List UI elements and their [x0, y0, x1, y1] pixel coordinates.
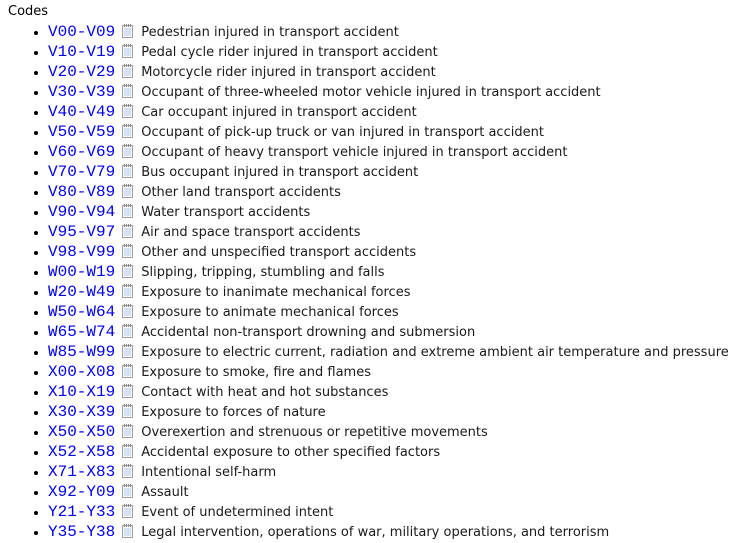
- code-range-link[interactable]: X00-X08: [48, 363, 116, 381]
- notepad-icon[interactable]: [122, 504, 133, 518]
- code-description: Legal intervention, operations of war, military operations, and terrorism: [141, 525, 610, 540]
- code-list-item: [48, 322, 749, 342]
- notepad-icon[interactable]: [122, 364, 133, 378]
- code-list-item: [48, 202, 749, 222]
- code-range-link[interactable]: W65-W74: [48, 323, 116, 341]
- code-range-link[interactable]: Y21-Y33: [48, 503, 116, 521]
- code-list-item: [48, 102, 749, 122]
- code-range-link[interactable]: V00-V09: [48, 23, 116, 41]
- code-range-link[interactable]: V60-V69: [48, 143, 116, 161]
- notepad-icon[interactable]: [122, 464, 133, 478]
- code-list-item: [48, 82, 749, 102]
- code-range-link[interactable]: X92-Y09: [48, 483, 116, 501]
- code-list-item: [48, 182, 749, 202]
- code-description: Slipping, tripping, stumbling and falls: [141, 265, 385, 280]
- codes-list: [8, 22, 749, 542]
- code-range-link[interactable]: V30-V39: [48, 83, 116, 101]
- code-description: Assault: [141, 485, 189, 500]
- notepad-icon[interactable]: [122, 404, 133, 418]
- code-list-item: [48, 382, 749, 402]
- code-list-item: [48, 362, 749, 382]
- code-description: Motorcycle rider injured in transport accident: [141, 65, 436, 80]
- notepad-icon[interactable]: [122, 384, 133, 398]
- code-list-item: [48, 422, 749, 442]
- notepad-icon[interactable]: [122, 164, 133, 178]
- code-description: Car occupant injured in transport accident: [141, 105, 417, 120]
- code-list-item: [48, 482, 749, 502]
- code-description: Pedal cycle rider injured in transport accident: [141, 45, 438, 60]
- code-list-item: [48, 282, 749, 302]
- code-description: Intentional self-harm: [141, 465, 277, 480]
- notepad-icon[interactable]: [122, 484, 133, 498]
- notepad-icon[interactable]: [122, 224, 133, 238]
- code-range-link[interactable]: X52-X58: [48, 443, 116, 461]
- notepad-icon[interactable]: [122, 304, 133, 318]
- code-range-link[interactable]: W20-W49: [48, 283, 116, 301]
- code-list-item: [48, 502, 749, 522]
- notepad-icon[interactable]: [122, 244, 133, 258]
- notepad-icon[interactable]: [122, 84, 133, 98]
- code-description: Accidental non-transport drowning and submersion: [141, 325, 476, 340]
- code-range-link[interactable]: V20-V29: [48, 63, 116, 81]
- code-range-link[interactable]: V90-V94: [48, 203, 116, 221]
- page-title: Codes: [8, 4, 49, 19]
- code-description: Bus occupant injured in transport accident: [141, 165, 419, 180]
- code-list-item: [48, 442, 749, 462]
- code-list-item: [48, 142, 749, 162]
- code-description: Pedestrian injured in transport accident: [141, 25, 399, 40]
- code-description: Exposure to inanimate mechanical forces: [141, 285, 411, 300]
- code-description: Water transport accidents: [141, 205, 311, 220]
- code-description: Exposure to forces of nature: [141, 405, 326, 420]
- code-description: Other land transport accidents: [141, 185, 341, 200]
- code-description: Air and space transport accidents: [141, 225, 361, 240]
- code-range-link[interactable]: X10-X19: [48, 383, 116, 401]
- code-description: Exposure to electric current, radiation and extreme ambient air temperature and pressure: [141, 345, 729, 360]
- code-list-item: [48, 22, 749, 42]
- code-range-link[interactable]: X50-X50: [48, 423, 116, 441]
- code-description: Accidental exposure to other specified factors: [141, 445, 441, 460]
- notepad-icon[interactable]: [122, 184, 133, 198]
- notepad-icon[interactable]: [122, 104, 133, 118]
- notepad-icon[interactable]: [122, 264, 133, 278]
- code-description: Event of undetermined intent: [141, 505, 334, 520]
- code-range-link[interactable]: W50-W64: [48, 303, 116, 321]
- code-range-link[interactable]: V98-V99: [48, 243, 116, 261]
- code-range-link[interactable]: V50-V59: [48, 123, 116, 141]
- code-description: Contact with heat and hot substances: [141, 385, 389, 400]
- notepad-icon[interactable]: [122, 284, 133, 298]
- notepad-icon[interactable]: [122, 344, 133, 358]
- code-description: Overexertion and strenuous or repetitive movements: [141, 425, 488, 440]
- code-description: Occupant of three-wheeled motor vehicle injured in transport accident: [141, 85, 601, 100]
- code-description: Occupant of pick-up truck or van injured in transport accident: [141, 125, 544, 140]
- notepad-icon[interactable]: [122, 144, 133, 158]
- code-list-item: [48, 222, 749, 242]
- notepad-icon[interactable]: [122, 44, 133, 58]
- code-list-item: [48, 302, 749, 322]
- code-list-item: [48, 262, 749, 282]
- notepad-icon[interactable]: [122, 64, 133, 78]
- code-list-item: [48, 62, 749, 82]
- notepad-icon[interactable]: [122, 324, 133, 338]
- notepad-icon[interactable]: [122, 444, 133, 458]
- code-range-link[interactable]: V40-V49: [48, 103, 116, 121]
- code-range-link[interactable]: V10-V19: [48, 43, 116, 61]
- code-list-item: [48, 122, 749, 142]
- code-description: Other and unspecified transport accidents: [141, 245, 417, 260]
- notepad-icon[interactable]: [122, 424, 133, 438]
- code-list-item: [48, 402, 749, 422]
- code-description: Occupant of heavy transport vehicle injured in transport accident: [141, 145, 568, 160]
- code-description: Exposure to animate mechanical forces: [141, 305, 399, 320]
- notepad-icon[interactable]: [122, 204, 133, 218]
- code-range-link[interactable]: W85-W99: [48, 343, 116, 361]
- code-range-link[interactable]: X71-X83: [48, 463, 116, 481]
- code-list-item: [48, 162, 749, 182]
- code-range-link[interactable]: V95-V97: [48, 223, 116, 241]
- notepad-icon[interactable]: [122, 24, 133, 38]
- code-list-item: [48, 242, 749, 262]
- code-range-link[interactable]: W00-W19: [48, 263, 116, 281]
- code-list-item: [48, 462, 749, 482]
- code-description: Exposure to smoke, fire and flames: [141, 365, 371, 380]
- code-range-link[interactable]: X30-X39: [48, 403, 116, 421]
- code-list-item: [48, 42, 749, 62]
- code-range-link[interactable]: V70-V79: [48, 163, 116, 181]
- notepad-icon[interactable]: [122, 124, 133, 138]
- code-range-link[interactable]: V80-V89: [48, 183, 116, 201]
- code-list-item: [48, 522, 749, 542]
- code-list-item: [48, 342, 749, 362]
- code-range-link[interactable]: Y35-Y38: [48, 523, 116, 541]
